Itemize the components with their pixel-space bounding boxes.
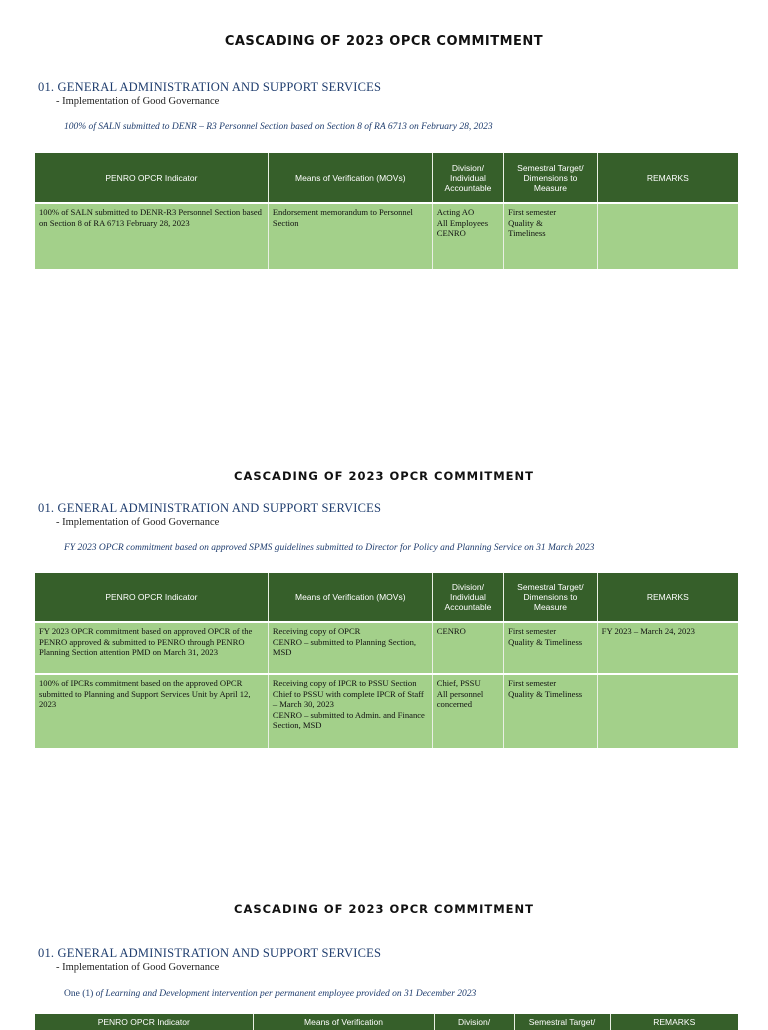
indicator-cell: FY 2023 OPCR commitment based on approved OPCR of the PENRO approved & submitted to PENRO through PENRO Planning Section attention PMD on March 31, 2023 (35, 622, 268, 674)
column-header-indicator: PENRO OPCR Indicator (35, 1014, 253, 1030)
opcr-table (35, 153, 738, 269)
commitment-statement: FY 2023 OPCR commitment based on approved SPMS guidelines submitted to Director for Policy and Planning Service on 31 March 2023 (64, 543, 595, 553)
page-title: CASCADING OF 2023 OPCR COMMITMENT (234, 902, 534, 916)
remarks-cell: FY 2023 – March 24, 2023 (597, 622, 738, 674)
section-heading: 01. GENERAL ADMINISTRATION AND SUPPORT SERVICES (38, 501, 382, 515)
target-cell: First semester Quality & Timeliness (504, 203, 598, 269)
section-subheading: - Implementation of Good Governance (56, 96, 220, 107)
page-title: CASCADING OF 2023 OPCR COMMITMENT (234, 469, 534, 483)
section-subheading: - Implementation of Good Governance (56, 962, 220, 973)
table-row (35, 203, 738, 269)
column-header-movs: Means of Verification (MOVs) (268, 153, 432, 203)
column-header-remarks: REMARKS (597, 153, 738, 203)
movs-cell: Receiving copy of IPCR to PSSU Section Chief to PSSU with complete IPCR of Staff – March 30, 2023 CENRO – submitted to Admin. and Finance Section, MSD (268, 674, 432, 748)
commitment-prefix: One (1) (64, 989, 96, 999)
commitment-statement: 100% of SALN submitted to DENR – R3 Personnel Section based on Section 8 of RA 6713 on February 28, 2023 (64, 122, 493, 132)
commitment-text: of Learning and Development intervention per permanent employee provided on 31 December 2023 (95, 989, 477, 999)
column-header-remarks: REMARKS (597, 573, 738, 622)
table-row (35, 622, 738, 674)
column-header-target: Semestral Target/ Dimensions to Measure (504, 153, 598, 203)
column-header-movs: Means of Verification (MOVs) (268, 573, 432, 622)
opcr-table (35, 573, 738, 748)
column-header-accountable: Division/ Individual Accountable (432, 573, 503, 622)
accountable-cell: Acting AO All Employees CENRO (432, 203, 503, 269)
target-cell: First semester Quality & Timeliness (504, 622, 598, 674)
opcr-table (35, 1014, 738, 1030)
accountable-cell: CENRO (432, 622, 503, 674)
section-heading: 01. GENERAL ADMINISTRATION AND SUPPORT SERVICES (38, 946, 382, 960)
accountable-cell: Chief, PSSU All personnel concerned (432, 674, 503, 748)
column-header-remarks: REMARKS (610, 1014, 738, 1030)
section-heading: 01. GENERAL ADMINISTRATION AND SUPPORT SERVICES (38, 80, 382, 94)
indicator-cell: 100% of SALN submitted to DENR-R3 Personnel Section based on Section 8 of RA 6713 February 28, 2023 (35, 203, 268, 269)
movs-cell: Endorsement memorandum to Personnel Section (268, 203, 432, 269)
section-subheading: - Implementation of Good Governance (56, 517, 220, 528)
remarks-cell (597, 674, 738, 748)
column-header-target: Semestral Target/ (514, 1014, 610, 1030)
table-row (35, 674, 738, 748)
target-cell: First semester Quality & Timeliness (504, 674, 598, 748)
commitment-statement (64, 989, 476, 999)
column-header-accountable: Division/ (434, 1014, 514, 1030)
indicator-cell: 100% of IPCRs commitment based on the approved OPCR submitted to Planning and Support Services Unit by April 12, 2023 (35, 674, 268, 748)
column-header-accountable: Division/ Individual Accountable (432, 153, 503, 203)
movs-cell: Receiving copy of OPCR CENRO – submitted to Planning Section, MSD (268, 622, 432, 674)
column-header-indicator: PENRO OPCR Indicator (35, 573, 268, 622)
column-header-target: Semestral Target/ Dimensions to Measure (504, 573, 598, 622)
column-header-movs: Means of Verification (253, 1014, 434, 1030)
column-header-indicator: PENRO OPCR Indicator (35, 153, 268, 203)
page-title: CASCADING OF 2023 OPCR COMMITMENT (224, 34, 544, 49)
remarks-cell (597, 203, 738, 269)
